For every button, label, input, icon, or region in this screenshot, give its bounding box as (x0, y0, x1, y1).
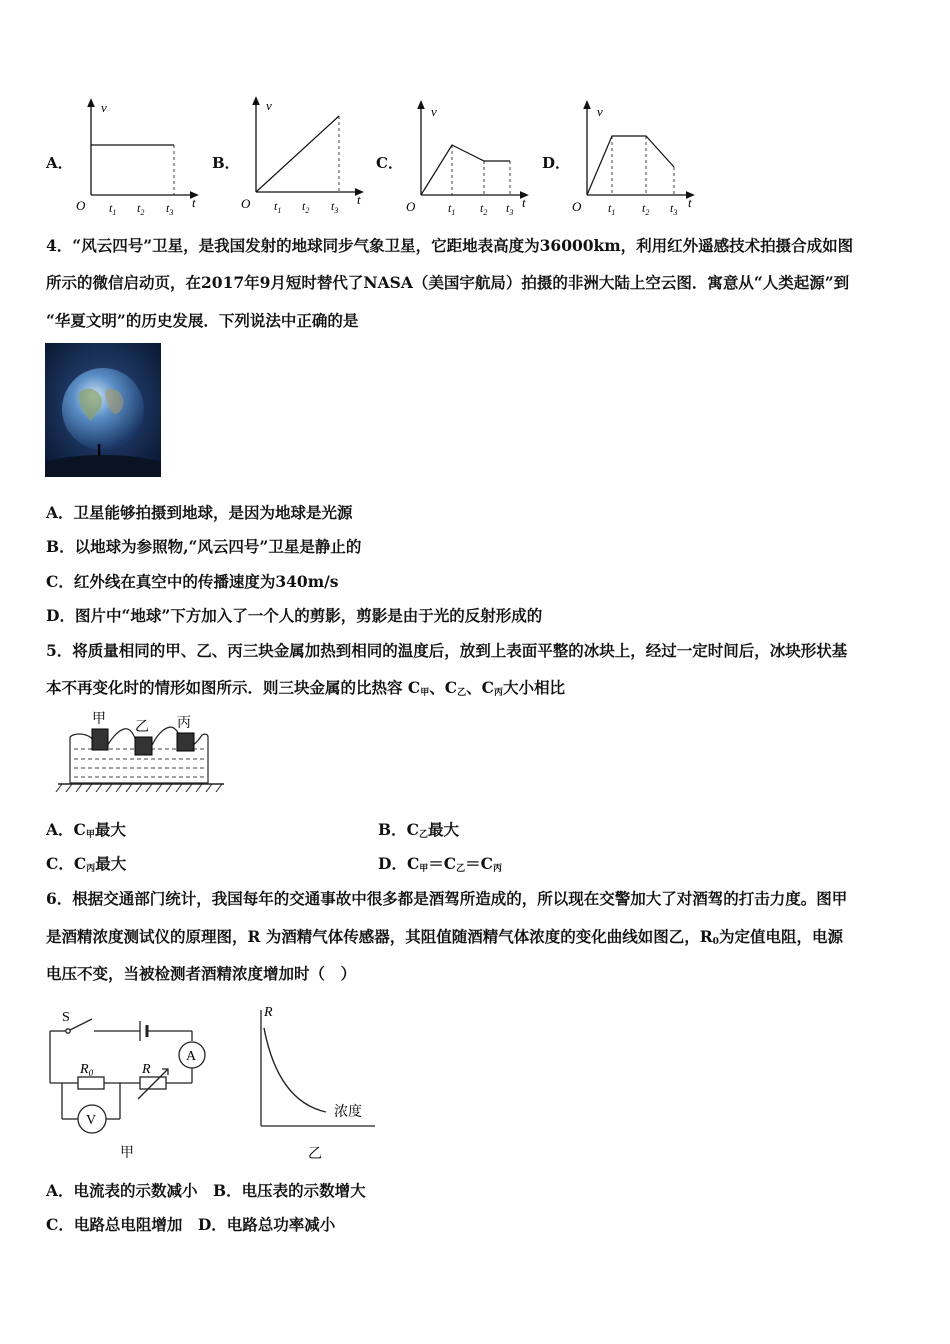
q4-option-d: D．图片中“地球”下方加入了一个人的剪影，剪影是由于光的反射形成的 (46, 606, 543, 625)
q3-graph-b (235, 90, 370, 218)
q3-graph-a-tick-2: $t_2$ (137, 201, 145, 217)
q3-graph-d-tick-2: $t_2$ (642, 201, 650, 217)
q4-stem-line-1: 4．“风云四号”卫星，是我国发射的地球同步气象卫星，它距地表高度为36000km，利用红外遥感技术拍摄合成如图 (46, 236, 854, 255)
q5-stem-line-1: 5．将质量相同的甲、乙、丙三块金属加热到相同的温度后，放到上表面平整的冰块上，经过一定时间后，冰块形状基 (46, 641, 848, 660)
metal-label-bing: 丙 (177, 716, 191, 731)
q5-sep-1: 、C (429, 678, 458, 697)
q3-graph-c (400, 90, 535, 218)
q5-sub-jia: 甲 (420, 688, 430, 698)
q5-option-c-text: C．C (46, 854, 87, 873)
q6-stem-line-2 (46, 926, 843, 953)
q6-stem-text: 是酒精浓度测试仪的原理图，R 为酒精气体传感器，其阻值随酒精气体浓度的变化曲线如图乙，R (46, 927, 713, 946)
q3-option-b-label: B． (212, 154, 240, 172)
graph-x-label: 浓度 (334, 1105, 362, 1120)
q3-graph-b-tick-1: $t_1$ (274, 199, 282, 215)
q3-graph-a-x-label: t (192, 195, 196, 210)
q4-stem-line-2: 所示的微信启动页，在2017年9月短时替代了NASA（美国宇航局）拍摄的非洲大陆上空云图．寓意从“人类起源”到 (46, 273, 850, 292)
q3-graph-b-origin: O (241, 196, 251, 211)
ammeter-label: A (186, 1049, 197, 1064)
metal-label-jia: 甲 (92, 712, 106, 727)
q3-graph-b-tick-2: $t_2$ (302, 199, 310, 215)
q3-graph-a-tick-1: $t_1$ (109, 201, 117, 217)
resistance-concentration-graph (250, 1000, 385, 1165)
q3-graph-a (70, 90, 205, 218)
q3-option-c-label: C． (376, 154, 403, 172)
q5-option-a-sub: 甲 (85, 830, 95, 840)
q5-sub-bing: 丙 (493, 688, 503, 698)
q5-stem-line-2 (46, 677, 565, 704)
metal-label-yi: 乙 (135, 720, 149, 735)
q5-option-d-text: D．C (378, 854, 420, 873)
q3-option-d-label: D． (542, 154, 571, 172)
q5-option-d-sub-3: 丙 (493, 864, 503, 874)
q6-stem-sub: 0 (712, 937, 719, 947)
q3-graph-d-tick-3: $t_3$ (670, 201, 678, 217)
switch-label: S (62, 1010, 70, 1025)
q3-graph-c-tick-1: $t_1$ (448, 201, 456, 217)
earth-image (45, 343, 161, 477)
q5-option-a-text: A．C (46, 820, 86, 839)
graph-caption: 乙 (308, 1147, 322, 1162)
q3-graph-b-y-label: v (266, 98, 272, 113)
q3-graph-a-origin: O (76, 198, 86, 213)
q5-option-b (378, 819, 459, 846)
q5-stem-text: 本不再变化时的情形如图所示．则三块金属的比热容 C (46, 678, 421, 697)
q5-option-b-text: B．C (378, 820, 419, 839)
r0-label: $R_0$ (80, 1062, 94, 1078)
q3-graph-c-y-label: v (431, 104, 437, 119)
q5-option-d-mid-1: ＝C (428, 854, 457, 873)
q3-graph-d-x-label: t (688, 195, 692, 210)
graph-y-label: R (264, 1005, 273, 1020)
q5-option-c (46, 853, 126, 880)
q6-stem-end: 为定值电阻，电源 (718, 927, 843, 946)
q5-stem-end: 大小相比 (502, 678, 565, 697)
q5-option-a (46, 819, 126, 846)
q4-option-c: C．红外线在真空中的传播速度为340m/s (46, 572, 339, 591)
q3-graph-d-tick-1: $t_1$ (608, 201, 616, 217)
q6-stem-line-3: 电压不变，当被检测者酒精浓度增加时（ ） (46, 964, 357, 983)
q4-option-a: A．卫星能够拍摄到地球，是因为地球是光源 (46, 503, 353, 522)
q5-option-a-end: 最大 (94, 820, 126, 839)
q3-graph-a-tick-3: $t_3$ (166, 201, 174, 217)
q4-stem-line-3: “华夏文明”的历史发展．下列说法中正确的是 (46, 311, 359, 330)
q5-option-d-sub-1: 甲 (419, 864, 429, 874)
q3-graph-b-tick-3: $t_3$ (331, 199, 339, 215)
q3-graph-d-y-label: v (597, 104, 603, 119)
q3-graph-c-tick-2: $t_2$ (480, 201, 488, 217)
q3-graph-d (566, 90, 701, 218)
q3-graph-a-y-label: v (101, 100, 107, 115)
q5-option-c-end: 最大 (95, 854, 127, 873)
q3-graph-b-x-label: t (357, 192, 361, 207)
q3-option-a-label: A． (46, 154, 73, 172)
q3-graph-c-origin: O (406, 199, 416, 214)
q3-graphs (0, 90, 950, 220)
voltmeter-label: V (86, 1113, 97, 1128)
q5-option-b-sub: 乙 (418, 830, 428, 840)
q6-options-line-2: C．电路总电阻增加 D．电路总功率减小 (46, 1215, 336, 1234)
r-label: R (142, 1062, 151, 1077)
q5-sep-2: 、C (466, 678, 494, 697)
q6-stem-line-1: 6．根据交通部门统计，我国每年的交通事故中很多都是酒驾所造成的，所以现在交警加大了对酒驾的打击力度。图甲 (46, 889, 848, 908)
q5-sub-yi: 乙 (457, 688, 467, 698)
q5-option-d-sub-2: 乙 (456, 864, 466, 874)
q4-option-b: B．以地球为参照物,“风云四号”卫星是静止的 (46, 537, 362, 556)
q5-option-d (378, 853, 502, 880)
q3-graph-c-x-label: t (522, 195, 526, 210)
q6-options-line-1: A．电流表的示数减小 B．电压表的示数增大 (46, 1181, 366, 1200)
ice-block-figure (52, 705, 227, 800)
q3-graph-c-tick-3: $t_3$ (506, 201, 514, 217)
q5-option-d-mid-2: ＝C (465, 854, 493, 873)
q5-option-c-sub: 丙 (86, 864, 96, 874)
q3-graph-d-origin: O (572, 199, 582, 214)
circuit-diagram (40, 1003, 215, 1163)
circuit-caption: 甲 (120, 1146, 134, 1161)
q5-option-b-end: 最大 (427, 820, 459, 839)
